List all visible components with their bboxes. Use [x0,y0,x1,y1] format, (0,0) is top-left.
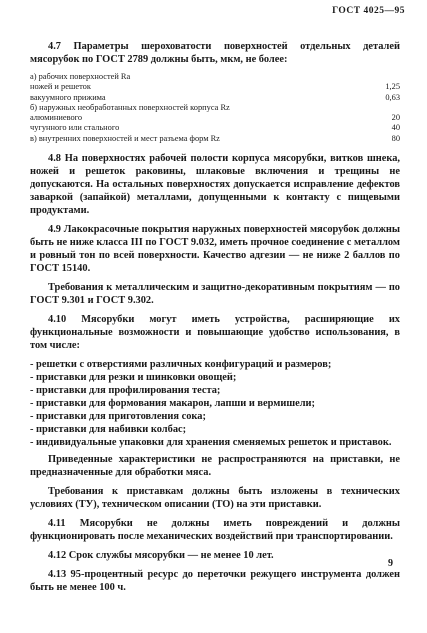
clause-4-9-coatings: Требования к металлическим и защитно-декоративным покрытиям — по ГОСТ 9.301 и ГОСТ 9.302. [30,282,400,307]
roughness-row [30,103,400,113]
roughness-label: вакуумного прижима [30,92,106,102]
roughness-label: б) наружных необработанных поверхностей корпуса Rz [30,102,230,112]
clause-4-10: 4.10 Мясорубки могут иметь устройства, расширяющие их функциональные возможности и повышающие удобство использования, в том числе: [30,314,400,352]
document-header: ГОСТ 4025—95 [332,6,405,16]
clause-4-11: 4.11 Мясорубки не должны иметь повреждений и должны функционировать после механических воздействий при транспортировании. [30,518,400,543]
roughness-row [30,82,400,92]
list-item: - приставки для формования макарон, лапши и вермишели; [30,398,315,410]
clause-4-7: 4.7 Параметры шероховатости поверхностей отдельных деталей мясорубок по ГОСТ 2789 должны быть, мкм, не более: [30,41,400,65]
roughness-value: 40 [391,123,400,133]
roughness-label: алюминиевого [30,113,83,123]
roughness-table [30,72,400,144]
list-item: - индивидуальные упаковки для хранения сменяемых решеток и приставок. [30,437,392,449]
list-item: - приставки для профилирования теста; [30,385,221,397]
clause-4-10-note: Приведенные характеристики не распространяются на приставки, не предназначенные для обработки мяса. [30,454,400,479]
roughness-value: 80 [391,133,400,143]
roughness-value: 20 [391,113,400,123]
page-content [30,40,400,600]
clause-4-13: 4.13 95-процентный ресурс до переточки режущего инструмента должен быть не менее 100 ч. [30,569,400,594]
roughness-row [30,113,400,123]
clause-4-9: 4.9 Лакокрасочные покрытия наружных поверхностей мясорубок должны быть не ниже класса III по ГОСТ 9.032, иметь прочное соединение с металлом и ровный тон по всей поверхности. Качество адгезии — не ниже 2 баллов по ГОСТ 15140. [30,224,400,275]
roughness-label: ножей и решеток [30,82,91,92]
roughness-row [30,93,400,103]
list-item: - решетки с отверстиями различных конфигураций и размеров; [30,359,332,371]
roughness-value: 0,63 [385,92,400,102]
list-item: - приставки для набивки колбас; [30,424,187,436]
roughness-value [360,72,400,82]
roughness-row [30,134,400,144]
roughness-value [360,103,400,113]
roughness-label: чугунного или стального [30,123,120,133]
roughness-label: а) рабочих поверхностей Ra [30,72,131,81]
clause-4-8: 4.8 На поверхностях рабочей полости корпуса мясорубки, витков шнека, ножей и решеток раковины, шлаковые включения и трещины не допускаются. На остальных поверхностях допускается исправление дефектов заваркой (запайкой) металлами, допущенными к контакту с пищевыми продуктами. [30,153,400,217]
attachments-list [30,358,400,449]
list-item: - приставки для приготовления сока; [30,411,206,423]
roughness-label: в) внутренних поверхностей и мест разъема форм Rz [30,133,220,143]
list-item: - приставки для резки и шинковки овощей; [30,372,237,384]
clause-4-12: 4.12 Срок службы мясорубки — не менее 10 лет. [48,550,274,562]
page-number: 9 [388,558,393,569]
roughness-value: 1,25 [385,82,400,92]
roughness-row [30,123,400,133]
clause-4-10-requirements: Требования к приставкам должны быть изложены в технических условиях (ТУ), техническом описании (ТО) на эти приставки. [30,486,400,511]
roughness-row [30,72,400,82]
